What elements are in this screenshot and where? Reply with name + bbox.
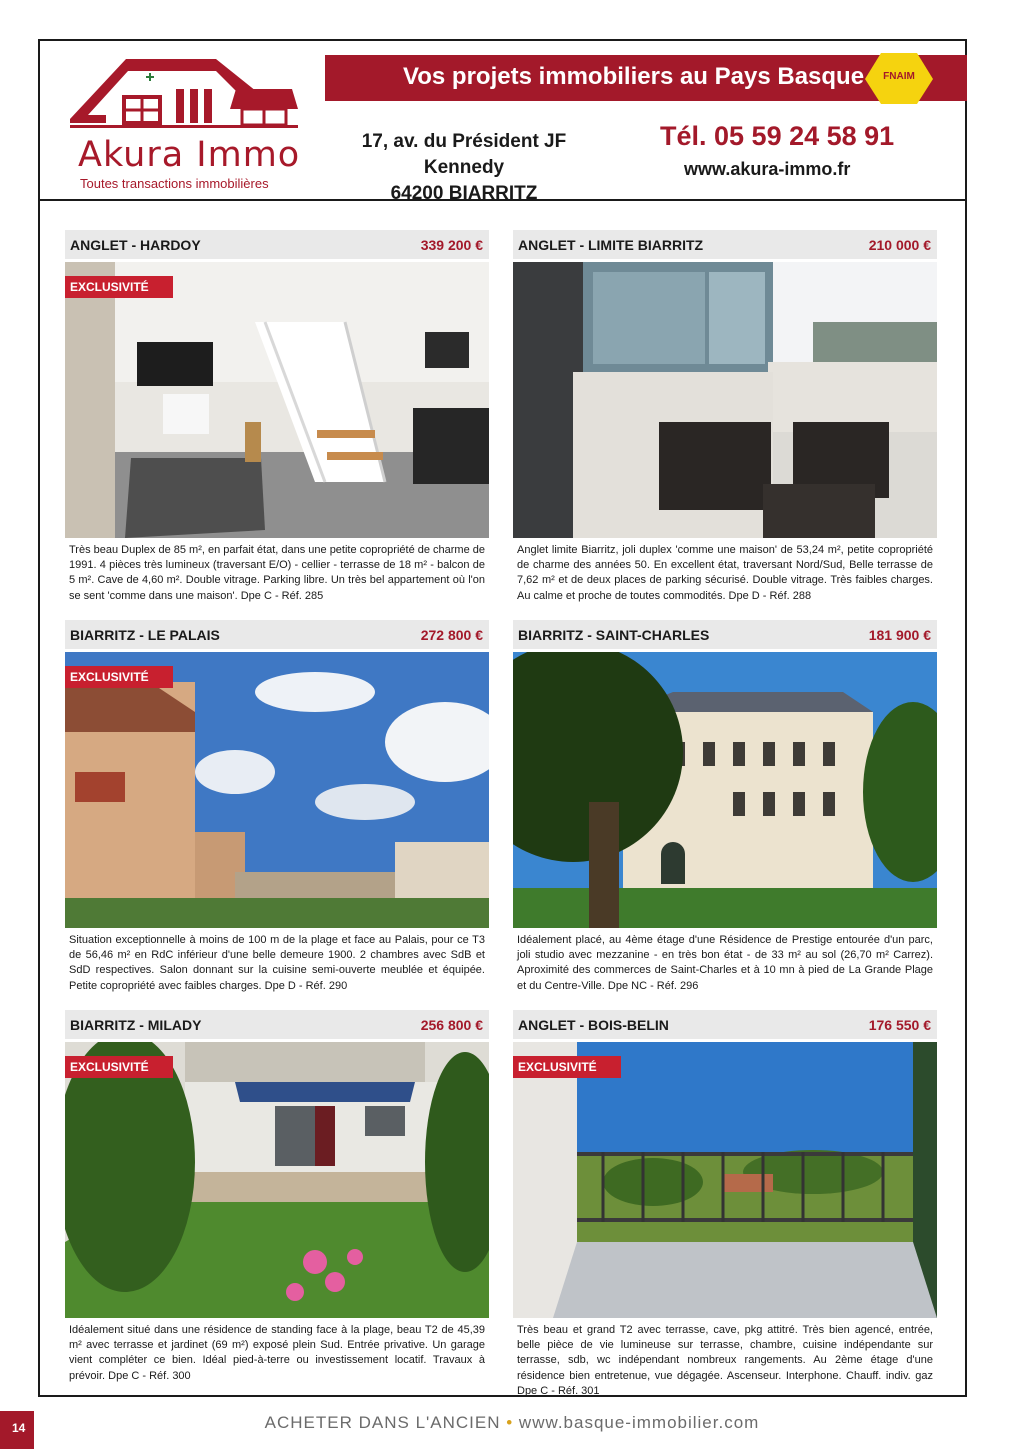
- exclusive-badge: EXCLUSIVITÉ: [65, 276, 173, 298]
- page-footer: [0, 1413, 1024, 1433]
- agency-phone[interactable]: Tél. 05 59 24 58 91: [660, 121, 895, 151]
- seafront-photo-icon: [65, 652, 489, 928]
- fnaim-label: FNAIM: [883, 71, 915, 82]
- listing-description: Anglet limite Biarritz, joli duplex 'comme une maison' de 53,24 m², petite copropriété de charme des années 50. En excellent état, traversant Nord/Sud, Belle terrasse de 7,62 m² et de deux places de parking sécurisé. Double vitrage. Très faibles charges. Au calme et proche de toutes commodités. Dpe D - Réf. 288: [517, 544, 933, 602]
- listing-price: 272 800 €: [420, 627, 483, 643]
- listing-price: 181 900 €: [868, 627, 931, 643]
- footer-url[interactable]: www.basque-immobilier.com: [518, 1413, 760, 1432]
- exclusive-badge: EXCLUSIVITÉ: [65, 1056, 173, 1078]
- listing-title: BIARRITZ - LE PALAIS: [70, 627, 220, 643]
- listing-price: 256 800 €: [420, 1017, 483, 1033]
- exclusive-badge: EXCLUSIVITÉ: [513, 1056, 621, 1078]
- listing-header: [65, 620, 489, 649]
- listing-photo[interactable]: [65, 652, 489, 928]
- page-frame: [38, 39, 967, 1397]
- agency-logo[interactable]: [66, 51, 306, 191]
- listing-header: [513, 1010, 937, 1039]
- listing-description: Situation exceptionnelle à moins de 100 m de la plage et face au Palais, pour ce T3 de 56,46 m² en RdC inférieur d'une belle demeure 1900. 2 chambres avec SdB et SdD respectives. Salon donnant sur la cuisine semi-ouverte meublée et équipée. Petite copropriété avec faibles charges. Dpe D - Réf. 290: [69, 934, 485, 992]
- balcony-photo-icon: [513, 1042, 937, 1318]
- listing-header: [65, 1010, 489, 1039]
- living-room-photo-icon: [65, 262, 489, 538]
- listing-description: Idéalement situé dans une résidence de standing face à la plage, beau T2 de 45,39 m² avec terrasse et jardinet (69 m²) exposé plein Sud. Entrée privative. Un garage vient compléter ce bien. Idéal pied-à-terre ou investissement locatif. Travaux à prévoir. Dpe C - Réf. 300: [69, 1324, 485, 1382]
- listing-photo[interactable]: [513, 1042, 937, 1318]
- listing-header: [513, 620, 937, 649]
- listing-title: ANGLET - HARDOY: [70, 237, 201, 253]
- listing-header: [65, 230, 489, 259]
- fnaim-logo[interactable]: [865, 51, 933, 106]
- agency-address: [328, 129, 600, 207]
- garden-photo-icon: [65, 1042, 489, 1318]
- brand-name: Akura Immo: [78, 135, 301, 175]
- listing-photo[interactable]: [513, 652, 937, 928]
- house-logo-icon: [66, 51, 306, 135]
- listing-photo[interactable]: [65, 262, 489, 538]
- listing-description: Idéalement placé, au 4ème étage d'une Résidence de Prestige entourée d'un parc, joli studio avec mezzanine - en très bon état - de 33 m² au sol (26,70 m² Carrez). Aproximité des commerces de Saint-Charles et à 10 mn à pied de La Grande Plage et du Centre-Ville. Dpe NC - Réf. 296: [517, 934, 933, 992]
- tagline-banner: [325, 55, 967, 101]
- exclusive-badge: EXCLUSIVITÉ: [65, 666, 173, 688]
- footer-section: ACHETER DANS L'ANCIEN: [264, 1413, 501, 1432]
- listing-photo[interactable]: [65, 1042, 489, 1318]
- listing-title: BIARRITZ - SAINT-CHARLES: [518, 627, 710, 643]
- listing-title: ANGLET - BOIS-BELIN: [518, 1017, 669, 1033]
- brand-tagline: Toutes transactions immobilières: [80, 176, 269, 191]
- listing-title: ANGLET - LIMITE BIARRITZ: [518, 237, 704, 253]
- listing-price: 176 550 €: [868, 1017, 931, 1033]
- listing-photo[interactable]: [513, 262, 937, 538]
- footer-separator: •: [506, 1413, 514, 1432]
- address-street: 17, av. du Président JF Kennedy: [361, 131, 567, 178]
- listing-title: BIARRITZ - MILADY: [70, 1017, 202, 1033]
- agency-website[interactable]: www.akura-immo.fr: [684, 159, 851, 179]
- banner-text: Vos projets immobiliers au Pays Basque: [403, 63, 865, 90]
- listing-description: Très beau et grand T2 avec terrasse, cave, pkg attitré. Très bien agencé, entrée, belle pièce de vie lumineuse sur terrasse, chambre, cuisine indépendante sur terrasse, sdb, wc indépendant nombreux rangements. Au 2ème étage d'une résidence bien entretenue, vue dégagée. Ascenseur. Interphone. Chauff. indiv. gaz Dpe C - Réf. 301: [517, 1324, 933, 1397]
- address-city: 64200 BIARRITZ: [390, 183, 538, 204]
- listing-header: [513, 230, 937, 259]
- agency-header: [40, 41, 965, 204]
- residence-photo-icon: [513, 652, 937, 928]
- listing-price: 339 200 €: [420, 237, 483, 253]
- terrace-photo-icon: [513, 262, 937, 538]
- page-number: 14: [12, 1421, 26, 1435]
- listing-price: 210 000 €: [868, 237, 931, 253]
- listing-description: Très beau Duplex de 85 m², en parfait état, dans une petite copropriété de charme de 1991. 4 pièces très lumineux (traversant E/O) - cellier - terrasse de 18 m² - balcon de 5 m². Cave de 4,60 m². Double vitrage. Parking libre. Un très bel appartement où l'on se sent 'comme dans une maison'. Dpe C - Réf. 285: [69, 544, 486, 602]
